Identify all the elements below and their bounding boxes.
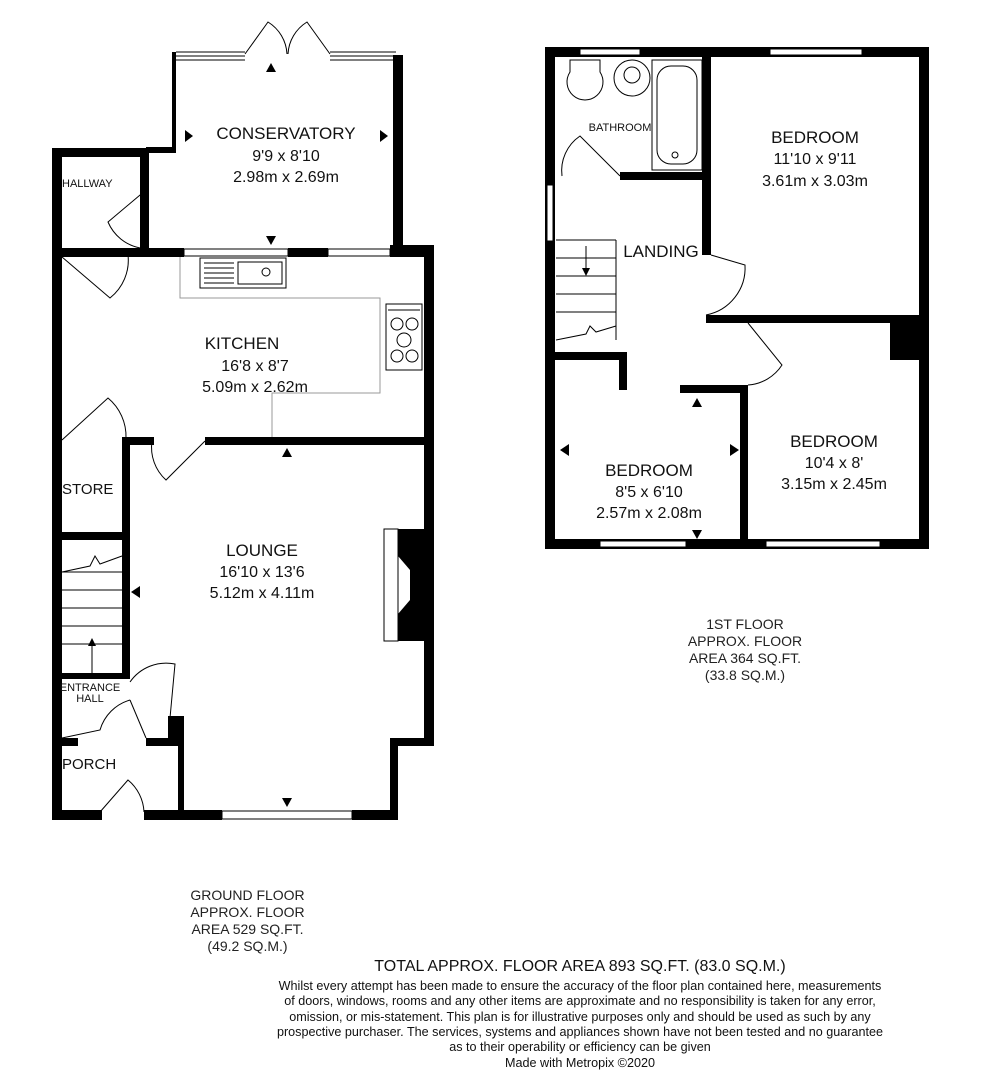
footer	[230, 958, 930, 1071]
bedroom-2-name: BEDROOM	[790, 432, 878, 451]
first-floor-area-line4: (33.8 SQ.M.)	[704, 667, 786, 683]
lounge-dim-metric: 5.12m x 4.11m	[209, 585, 315, 602]
bedroom-3-dim-imperial: 8'5 x 6'10	[615, 484, 683, 501]
disclaimer-line: omission, or mis-statement. This plan is for illustrative purposes only and should be used as such by any	[289, 1009, 871, 1024]
conservatory-dim-imperial: 9'9 x 8'10	[252, 148, 320, 165]
kitchen-dim-metric: 5.09m x 2.62m	[202, 379, 308, 396]
lounge-dim-imperial: 16'10 x 13'6	[219, 564, 305, 581]
ground-floor-area-line2: APPROX. FLOOR	[190, 904, 305, 920]
lounge-name: LOUNGE	[226, 541, 298, 560]
disclaimer-line: of doors, windows, rooms and any other items are approximate and no responsibility is taken for any error,	[284, 994, 876, 1009]
kitchen-dim-imperial: 16'8 x 8'7	[221, 358, 289, 375]
bedroom-3-name: BEDROOM	[605, 461, 693, 480]
conservatory-dim-metric: 2.98m x 2.69m	[233, 169, 339, 186]
bedroom-1-name: BEDROOM	[771, 128, 859, 147]
disclaimer	[230, 979, 930, 1055]
porch-name: PORCH	[62, 756, 117, 773]
first-floor-area-line1: 1ST FLOOR	[706, 616, 784, 632]
bedroom-1-dim-metric: 3.61m x 3.03m	[762, 173, 868, 190]
conservatory-name: CONSERVATORY	[216, 124, 356, 143]
total-floor-area: TOTAL APPROX. FLOOR AREA 893 SQ.FT. (83.0 SQ.M.)	[374, 958, 786, 975]
landing-name: LANDING	[623, 242, 699, 261]
ground-floor-area-line4: (49.2 SQ.M.)	[207, 938, 288, 954]
disclaimer-line: Whilst every attempt has been made to ensure the accuracy of the floor plan contained here, measurements	[278, 979, 882, 993]
bedroom-1-dim-imperial: 11'10 x 9'11	[773, 151, 857, 168]
made-with-credit: Made with Metropix ©2020	[505, 1056, 655, 1071]
first-floor-area-line2: APPROX. FLOOR	[687, 633, 803, 649]
bathroom-name: BATHROOM	[588, 122, 652, 134]
bedroom-2-dim-imperial: 10'4 x 8'	[804, 455, 864, 472]
ground-floor-area-line1: GROUND FLOOR	[190, 887, 305, 903]
store-name: STORE	[62, 481, 114, 498]
bedroom-2-dim-metric: 3.15m x 2.45m	[781, 476, 887, 493]
first-floor-area	[660, 616, 830, 684]
kitchen-name: KITCHEN	[204, 334, 280, 353]
ground-floor-area-line3: AREA 529 SQ.FT.	[191, 921, 304, 937]
ground-floor-area	[165, 887, 330, 955]
first-floor-area-line3: AREA 364 SQ.FT.	[688, 650, 802, 666]
hallway-name: HALLWAY	[62, 178, 113, 190]
disclaimer-line: prospective purchaser. The services, systems and appliances shown have not been tested and no guarantee	[276, 1024, 884, 1039]
bedroom-3-dim-metric: 2.57m x 2.08m	[596, 505, 702, 522]
entrance-hall-name-2: HALL	[76, 693, 104, 705]
disclaimer-line: as to their operability or efficiency can be given	[449, 1040, 711, 1055]
entrance-hall-name-1: ENTRANCE	[59, 682, 121, 694]
